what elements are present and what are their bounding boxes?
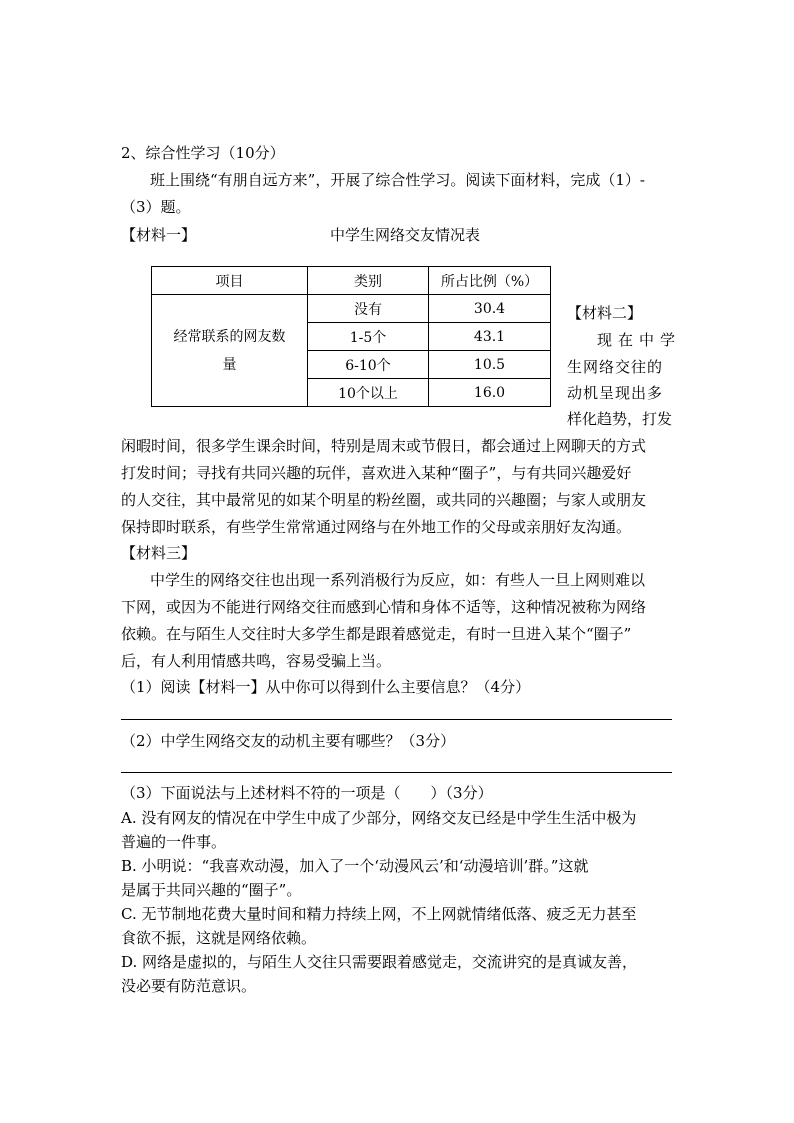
table-title: 中学生网络交友情况表: [330, 226, 481, 244]
row-group-label-2: 量: [222, 356, 237, 373]
answer-line-1[interactable]: [121, 719, 672, 720]
section-heading: 2、综合性学习（10分）: [121, 144, 285, 162]
category-cell: 10个以上: [308, 379, 429, 407]
row-group-cell: [152, 295, 308, 407]
material3-line: 下网，或因为不能进行网络交往而感到心情和身体不适等，这种情况被称为网络: [121, 598, 647, 616]
option-a-line-2: 普遍的一件事。: [121, 833, 227, 851]
intro-line-2: （3）题。: [121, 198, 191, 216]
question-2: （2）中学生网络交友的动机主要有哪些？（3分）: [121, 732, 456, 750]
table-row: [152, 295, 551, 323]
header-category: 类别: [308, 267, 429, 295]
option-a-line-1: A. 没有网友的情况在中学生中成了少部分，网络交友已经是中学生生活中极为: [121, 809, 637, 827]
material2-line: 打发时间；寻找有共同兴趣的玩伴，喜欢进入某种“圈子”，与有共同兴趣爱好: [121, 464, 632, 482]
category-cell: 1-5个: [308, 323, 429, 351]
question-1: （1）阅读【材料一】从中你可以得到什么主要信息？（4分）: [121, 678, 531, 696]
percent-cell: 30.4: [429, 295, 551, 323]
material2-label: 【材料二】: [567, 304, 643, 322]
option-d-line-2: 没必要有防范意识。: [121, 977, 257, 995]
answer-line-2[interactable]: [121, 772, 672, 773]
header-percent: 所占比例（%）: [429, 267, 551, 295]
material2-line: 的人交往，其中最常见的如某个明星的粉丝圈，或共同的兴趣圈；与家人或朋友: [121, 491, 647, 509]
material3-line: 依赖。在与陌生人交往时大多学生都是跟着感觉走，有时一旦进入某个“圈子”: [121, 625, 632, 643]
material2-side-line: 动机呈现出多: [567, 384, 664, 402]
percent-cell: 16.0: [429, 379, 551, 407]
option-b-line-1: B. 小明说：“我喜欢动漫，加入了一个‘动漫风云’和‘动漫培训’群。”这就: [121, 857, 589, 875]
percent-cell: 43.1: [429, 323, 551, 351]
percent-cell: 10.5: [429, 351, 551, 379]
survey-table: [151, 266, 551, 407]
question-3: （3）下面说法与上述材料不符的一项是（ ）（3分）: [121, 784, 493, 802]
material2-line: 保持即时联系，有些学生常常通过网络与在外地工作的父母或亲朋好友沟通。: [121, 518, 632, 536]
material3-line: 中学生的网络交往也出现一系列消极行为反应，如：有些人一旦上网则难以: [150, 571, 646, 589]
material2-side-line: 生网络交往的: [567, 358, 664, 376]
option-c-line-1: C. 无节制地花费大量时间和精力持续上网，不上网就情绪低落、疲乏无力甚至: [121, 905, 637, 923]
material3-label: 【材料三】: [121, 544, 197, 562]
intro-line-1: 班上围绕“有朋自远方来”，开展了综合性学习。阅读下面材料，完成（1）-: [150, 171, 645, 189]
header-item: 项目: [152, 267, 308, 295]
category-cell: 6-10个: [308, 351, 429, 379]
option-c-line-2: 食欲不振，这就是网络依赖。: [121, 929, 317, 947]
category-cell: 没有: [308, 295, 429, 323]
material3-line: 后，有人利用情感共鸣，容易受骗上当。: [121, 652, 392, 670]
material2-side-line: 样化趋势，打发: [567, 410, 673, 428]
table-header-row: [152, 267, 551, 295]
material2-line: 闲暇时间，很多学生课余时间，特别是周末或节假日，都会通过上网聊天的方式: [121, 437, 647, 455]
row-group-label-1: 经常联系的网友数: [173, 328, 286, 345]
option-b-line-2: 是属于共同兴趣的“圈子”。: [121, 881, 302, 899]
option-d-line-1: D. 网络是虚拟的，与陌生人交往只需要跟着感觉走，交流讲究的是真诚友善，: [121, 953, 638, 971]
material2-side-line: 现在中学: [597, 331, 682, 349]
material1-label: 【材料一】: [121, 226, 197, 244]
